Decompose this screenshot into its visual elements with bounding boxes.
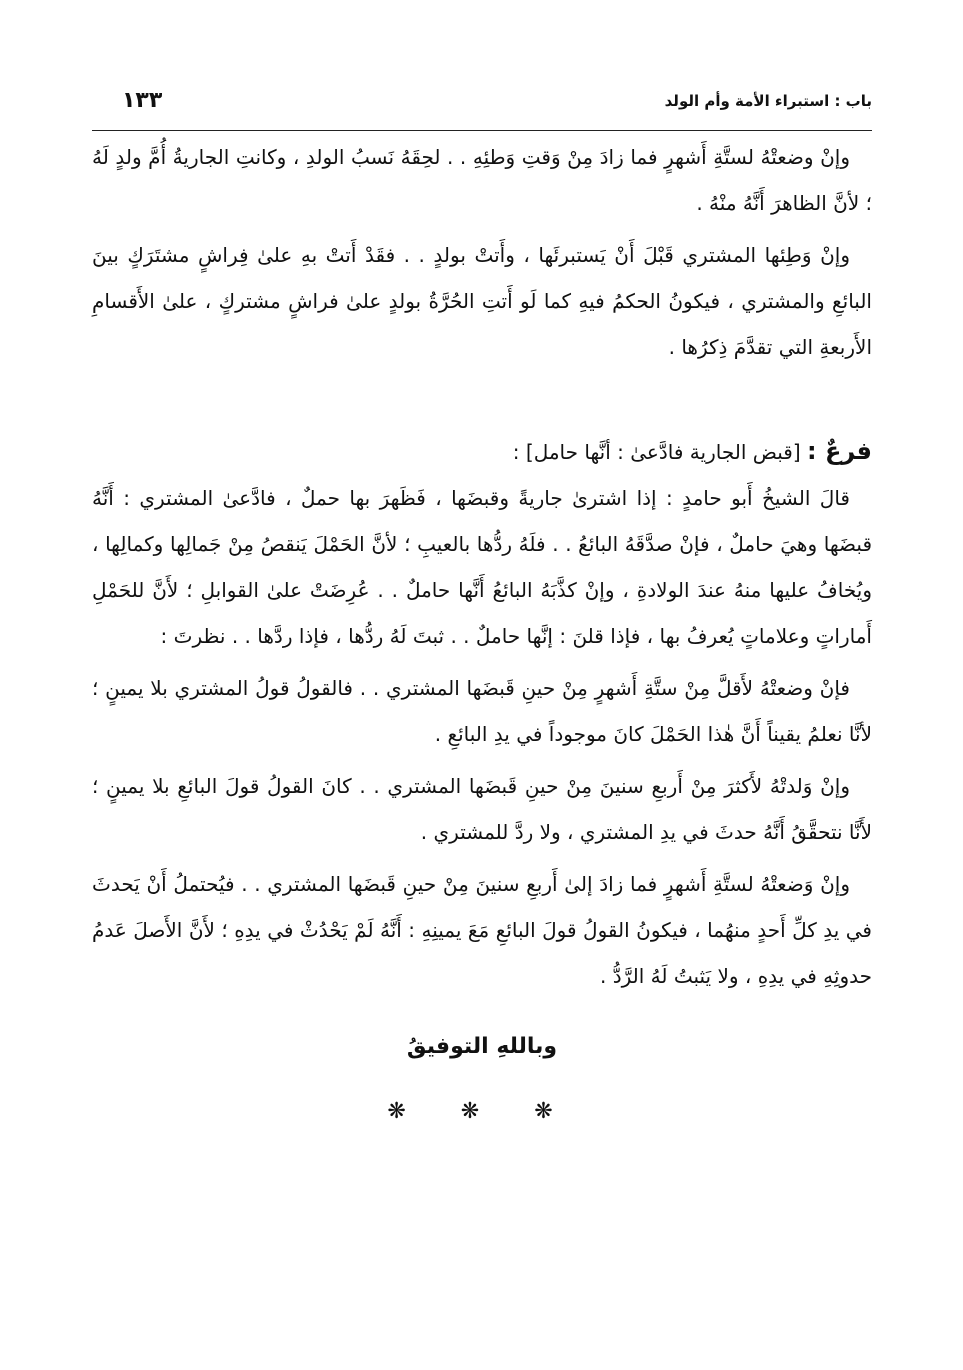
paragraph: فإنْ وضعتْهُ لأَقلَّ مِنْ ستَّةِ أَشهرٍ مِنْ حينِ قَبضَها المشتري . . فالقولُ قولُ المشتري بلا يمينٍ ؛ لأنَّا نعلمُ يقيناً أَنَّ هٰذا الحَمْلَ كانَ موجوداً في يدِ البائعِ . — [92, 676, 872, 746]
paragraph: وإنْ وَطِئها المشتري قَبْلَ أَنْ يَستبرئَها ، وأَتتْ بولدٍ . . فقَدْ أَتتْ بهِ علىٰ فِراشٍ مشتَرَكٍ بينَ البائعِ والمشتري ، فيكونُ الحكمُ فيهِ كما لَو أَتتِ الحُرَّةُ بولدٍ علىٰ فراشٍ مشتركٍ ، علىٰ الأَقسامِ الأَربعةِ التي تقدَّمَ ذِكرُها . — [92, 243, 872, 359]
header-divider — [92, 130, 872, 131]
section-heading — [92, 428, 872, 475]
ornament-row — [92, 1089, 872, 1135]
paragraph: وإنْ وَلدتْهُ لأَكثرَ مِنْ أَربعِ سنينَ مِنْ حينِ قَبضَها المشتري . . كانَ القولُ قولَ البائعِ بلا يمينٍ ؛ لأَنَّا نتحقَّقُ أَنَّهُ حدثَ في يدِ المشتري ، ولا ردَّ للمشتري . — [92, 774, 872, 844]
running-header — [92, 86, 872, 118]
asterism-icon: ❋ — [534, 1099, 577, 1124]
book-page — [92, 72, 872, 1272]
section-title: [قبض الجارية فادَّعىٰ : أنَّها حامل] : — [512, 440, 801, 464]
asterism-icon: ❋ — [460, 1099, 504, 1124]
paragraph: قالَ الشيخُ أَبو حامدٍ : إذا اشترىٰ جاريةً وقبضَها ، فَظَهرَ بها حملٌ ، فادَّعىٰ المشتري : أَنَّهُ قبضَها وهيَ حاملٌ ، فإنْ صدَّقَهُ البائعُ . . فلَهُ ردُّها بالعيبِ ؛ لأنَّ الحَمْلَ يَنقصُ مِنْ جَمالِها وكمالِها ، ويُخافُ عليها منهُ عندَ الولادةِ ، وإنْ كذَّبَهُ البائعُ أَنَّها حاملٌ . . عُرِضَتْ علىٰ القوابلِ ؛ لأَنَّ للحَمْلِ أَماراتٍ وعلاماتٍ يُعرفُ بها ، فإذا قلنَ : إنَّها حاملٌ . . ثبتَ لَهُ ردُّها ، فإذا ردَّها . . نظرتَ : — [92, 486, 872, 648]
section-label: فرعٌ : — [807, 437, 872, 465]
asterism-icon: ❋ — [387, 1099, 430, 1124]
paragraph: وإنْ وضعتْهُ لستَّةِ أَشهرٍ فما زادَ مِنْ وَقتِ وَطئِهِ . . لحِقَهُ نَسبُ الولدِ ، وكانتِ الجاريةُ أُمَّ ولدٍ لَهُ ؛ لأنَّ الظاهرَ أَنَّهُ منْهُ . — [92, 145, 872, 215]
paragraph: وإنْ وَضعتْهُ لستَّةِ أَشهرٍ فما زادَ إلىٰ أَربعِ سنينَ مِنْ حينِ قَبضَها المشتري . . فيُحتملُ أَنْ يَحدثَ في يدِ كلِّ أَحدٍ منهُما ، فيكونُ القولُ قولَ البائعِ مَعَ يمينِهِ : أَنَّهُ لَمْ يَحْدُثْ في يدِهِ ؛ لأَنَّ الأَصلَ عَدمُ حدوثِهِ في يدِهِ ، ولا يَثبتُ لَهُ الرَّدُّ . — [92, 872, 872, 988]
chapter-title: باب : استبراء الأمة وأم الولد — [664, 92, 872, 110]
page-body — [92, 134, 872, 1135]
page-number: ١٣٣ — [122, 88, 163, 113]
closing-phrase: وباللهِ التوفيقُ — [406, 1034, 558, 1059]
